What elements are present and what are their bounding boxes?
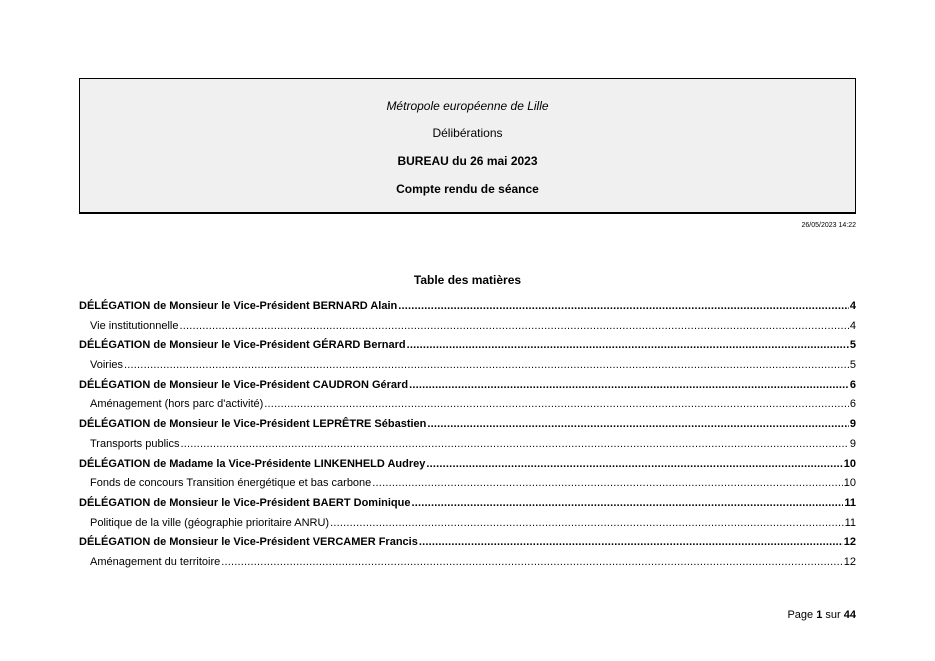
toc-leader-dots xyxy=(411,497,843,509)
toc-entry-topic[interactable] xyxy=(79,477,856,497)
toc-entry-topic[interactable] xyxy=(79,359,856,379)
toc-leader-dots xyxy=(427,418,848,430)
toc-entry-text: DÉLÉGATION de Monsieur le Vice-Président BAERT Dominique xyxy=(79,496,411,509)
toc-entry-page: 6 xyxy=(849,398,856,411)
toc-entry-text: DÉLÉGATION de Madame la Vice-Présidente LINKENHELD Audrey xyxy=(79,457,426,470)
toc-entry-topic[interactable] xyxy=(79,517,856,537)
toc-leader-dots xyxy=(372,477,842,489)
page-total: 44 xyxy=(843,609,856,621)
toc-leader-dots xyxy=(407,339,849,351)
toc-entry-delegation[interactable] xyxy=(79,497,856,517)
timestamp: 26/05/2023 14:22 xyxy=(801,222,856,229)
toc-entry-page: 9 xyxy=(849,437,856,450)
toc-leader-dots xyxy=(330,517,844,529)
toc-entry-page: 5 xyxy=(849,359,856,372)
page-current: 1 xyxy=(816,609,823,621)
toc-entry-delegation[interactable] xyxy=(79,300,856,320)
toc-entry-page: 10 xyxy=(843,457,856,470)
toc-entry-text: DÉLÉGATION de Monsieur le Vice-Président BERNARD Alain xyxy=(79,300,398,312)
toc-entry-text: Aménagement (hors parc d'activité) xyxy=(90,398,264,411)
toc-leader-dots xyxy=(179,320,848,332)
toc-leader-dots xyxy=(398,300,849,312)
toc-entry-topic[interactable] xyxy=(79,398,856,418)
toc-entry-page: 6 xyxy=(849,378,856,391)
toc-entry-page: 4 xyxy=(849,319,856,332)
toc-leader-dots xyxy=(124,359,849,371)
toc-entry-text: DÉLÉGATION de Monsieur le Vice-Président VERCAMER Francis xyxy=(79,536,418,549)
toc-entry-page: 10 xyxy=(843,477,856,490)
toc-entry-topic[interactable] xyxy=(79,556,856,576)
toc-leader-dots xyxy=(419,536,843,548)
toc-entry-page: 11 xyxy=(844,516,856,529)
toc-entry-text: DÉLÉGATION de Monsieur le Vice-Président GÉRARD Bernard xyxy=(79,339,406,352)
toc-entry-delegation[interactable] xyxy=(79,418,856,438)
toc-entry-topic[interactable] xyxy=(79,438,856,458)
document-type: Délibérations xyxy=(432,126,503,140)
toc-leader-dots xyxy=(180,438,848,450)
toc-entry-text: Aménagement du territoire xyxy=(90,555,221,568)
toc-entry-page: 9 xyxy=(849,418,856,431)
toc-entry-text: Politique de la ville (géographie prioritaire ANRU) xyxy=(90,516,330,529)
toc-entry-delegation[interactable] xyxy=(79,536,856,556)
report-title: Compte rendu de séance xyxy=(396,182,539,196)
toc-entry-text: Voiries xyxy=(90,359,124,372)
toc-leader-dots xyxy=(221,556,843,568)
page-separator: sur xyxy=(825,609,841,621)
session-title: BUREAU du 26 mai 2023 xyxy=(397,154,538,168)
document-header-box xyxy=(79,78,856,214)
page-number-footer xyxy=(787,609,856,621)
toc-entry-text: DÉLÉGATION de Monsieur le Vice-Président CAUDRON Gérard xyxy=(79,378,409,391)
toc-entry-page: 12 xyxy=(843,536,856,549)
organization-name: Métropole européenne de Lille xyxy=(386,99,549,113)
toc-entry-delegation[interactable] xyxy=(79,379,856,399)
toc-entry-topic[interactable] xyxy=(79,320,856,340)
toc-entry-text: Transports publics xyxy=(90,437,180,450)
toc-entry-text: Vie institutionnelle xyxy=(90,319,179,332)
toc-entry-text: Fonds de concours Transition énergétique et bas carbone xyxy=(90,477,372,490)
toc-entry-page: 12 xyxy=(843,555,856,568)
toc-leader-dots xyxy=(426,458,842,470)
toc-entry-text: DÉLÉGATION de Monsieur le Vice-Président LEPRÊTRE Sébastien xyxy=(79,418,427,431)
toc-entry-page: 5 xyxy=(849,339,856,352)
toc-entry-delegation[interactable] xyxy=(79,339,856,359)
toc-entry-delegation[interactable] xyxy=(79,458,856,478)
toc-leader-dots xyxy=(409,379,849,391)
page-prefix: Page xyxy=(787,609,814,621)
toc-entry-page: 11 xyxy=(844,496,856,509)
toc-entry-page: 4 xyxy=(849,300,856,312)
toc-leader-dots xyxy=(264,398,849,410)
table-of-contents xyxy=(79,300,856,576)
toc-title: Table des matières xyxy=(413,273,522,287)
